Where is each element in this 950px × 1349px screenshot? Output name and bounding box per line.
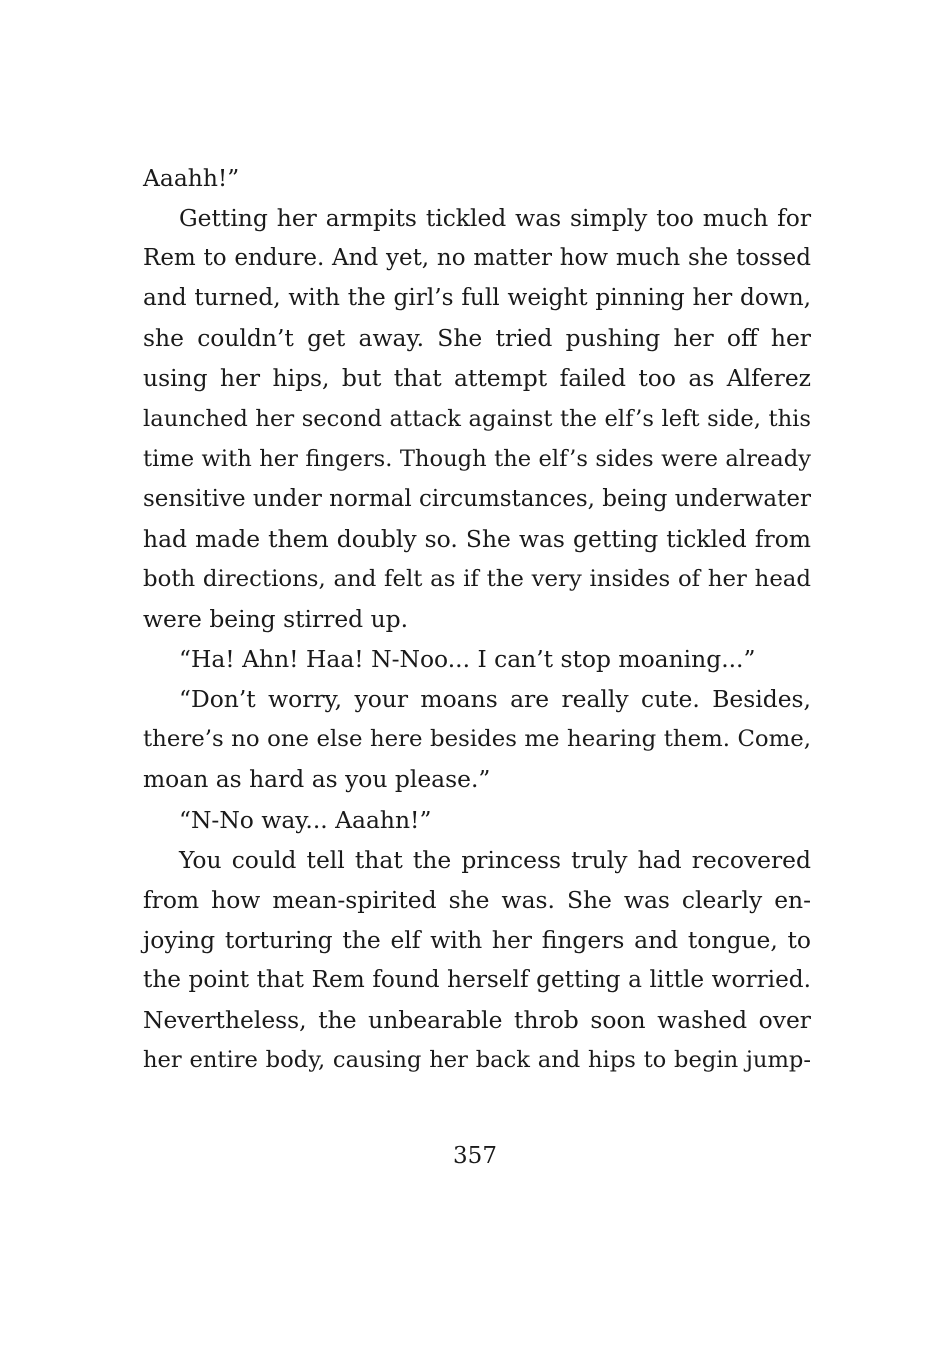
text-line: and turned, with the girl’s full weight pinning her down, [143,284,811,312]
text-line: sensitive under normal circumstances, being underwater [143,485,811,512]
text-line: Rem to endure. And yet, no matter how much she tossed [143,245,811,272]
text-line: moan as hard as you please.” [143,765,491,794]
text-line: there’s no one else here besides me hearing them. Come, [143,726,811,753]
page-text-block [143,158,811,1080]
text-line: Aaahh!” [143,164,240,192]
text-line: the point that Rem found herself getting a little worried. [143,965,811,993]
text-line: “Don’t worry, your moans are really cute. Besides, [179,685,811,714]
text-line: her entire body, causing her back and hips to begin jump- [143,1047,811,1074]
text-line: “Ha! Ahn! Haa! N-Noo... I can’t stop moaning...” [179,645,756,674]
text-line: time with her fingers. Though the elf’s sides were already [143,445,811,472]
text-line: joying torturing the elf with her fingers and tongue, to [143,925,811,954]
text-line: launched her second attack against the elf’s left side, this [143,405,811,432]
text-line: using her hips, but that attempt failed too as Alferez [143,364,811,393]
text-line: “N-No way... Aaahn!” [179,805,432,834]
text-line: Getting her armpits tickled was simply too much for [179,204,811,233]
page-number: 357 [453,1143,497,1169]
text-line: were being stirred up. [143,605,409,634]
text-line: both directions, and felt as if the very insides of her head [143,565,811,592]
text-line: You could tell that the princess truly had recovered [179,845,811,874]
text-line: had made them doubly so. She was getting tickled from [143,524,811,553]
text-line: Nevertheless, the unbearable throb soon washed over [143,1005,811,1034]
text-line: she couldn’t get away. She tried pushing her off her [143,324,811,353]
text-line: from how mean-spirited she was. She was clearly en- [143,885,811,914]
